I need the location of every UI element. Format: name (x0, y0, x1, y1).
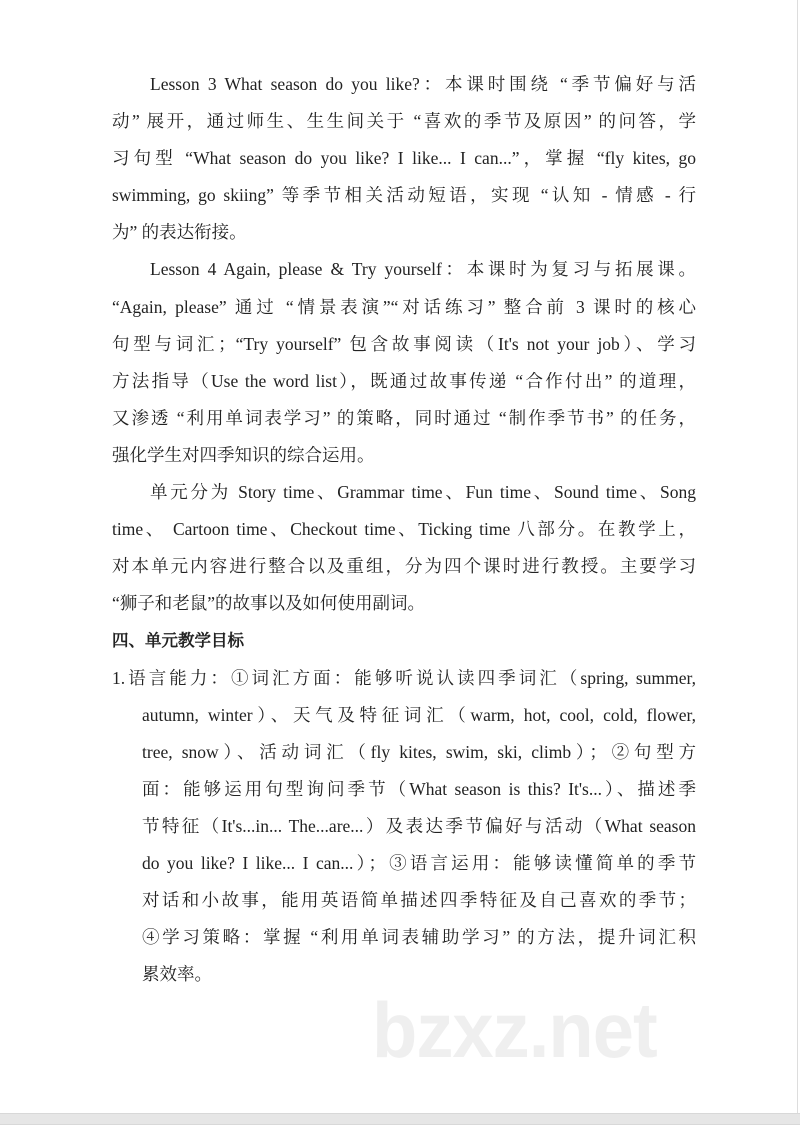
text-line: 对话和小故事，能用英语简单描述四季特征及自己喜欢的季节； (142, 890, 696, 911)
text-line: 面：能够运用句型询问季节（What season is this? It's...）、描述季 (142, 778, 696, 799)
paragraph-lesson-4 (112, 251, 696, 474)
section-heading: 四、单元教学目标 (112, 631, 244, 651)
text-line: 句型与词汇；“Try yourself” 包含故事阅读（It's not your job）、学习 (112, 333, 696, 354)
text-line: time、 Cartoon time、Checkout time、Ticking time 八部分。在教学上， (112, 519, 696, 540)
text-line: “Again, please” 通过 “情景表演”“对话练习” 整合前 3 课时的核心 (112, 296, 696, 317)
document-content (112, 66, 696, 993)
text-line: Lesson 3 What season do you like?：本课时围绕 “季节偏好与活 (150, 74, 696, 94)
text-line: “狮子和老鼠”的故事以及如何使用副词。 (112, 593, 426, 614)
text-line: Lesson 4 Again, please & Try yourself：本课时为复习与拓展课。 (150, 259, 696, 280)
text-line: tree, snow）、活动词汇（fly kites, swim, ski, climb）；②句型方 (142, 741, 696, 762)
text-line: 习句型 “What season do you like? I like... I can...”，掌握 “fly kites, go (112, 148, 696, 169)
list-item-language-ability: 1.语言能力：①词汇方面：能够听说认读四季词汇（spring, summer, (112, 667, 696, 688)
text-line: 节特征（It's...in... The...are...）及表达季节偏好与活动（What season (142, 815, 696, 836)
text-line: do you like? I like... I can...）；③语言运用：能够读懂简单的季节 (142, 852, 696, 873)
text-line: 累效率。 (142, 964, 212, 985)
text-line: 强化学生对四季知识的综合运用。 (112, 444, 375, 465)
text-line: 动” 展开，通过师生、生生间关于 “喜欢的季节及原因” 的问答，学 (112, 111, 696, 132)
text-line: 对本单元内容进行整合以及重组，分为四个课时进行教授。主要学习 (112, 556, 696, 577)
text-line: 单元分为 Story time、Grammar time、Fun time、Sound time、Song (150, 482, 696, 503)
watermark: bzxz.net (372, 986, 657, 1074)
text-line: 又渗透 “利用单词表学习” 的策略，同时通过 “制作季节书” 的任务， (112, 407, 696, 428)
paragraph-lesson-3 (112, 66, 696, 251)
text-line: swimming, go skiing” 等季节相关活动短语，实现 “认知 - 情感 - 行 (112, 185, 696, 206)
text-line: ④学习策略：掌握 “利用单词表辅助学习” 的方法，提升词汇积 (142, 927, 696, 948)
page-separator (0, 1113, 800, 1125)
text-line: autumn, winter）、天气及特征词汇（warm, hot, cool, cold, flower, (142, 704, 696, 725)
goals-list (112, 660, 696, 994)
text-line: 为” 的表达衔接。 (112, 222, 247, 243)
text-line: 方法指导（Use the word list），既通过故事传递 “合作付出” 的道理， (112, 370, 696, 391)
paragraph-unit-structure (112, 474, 696, 622)
